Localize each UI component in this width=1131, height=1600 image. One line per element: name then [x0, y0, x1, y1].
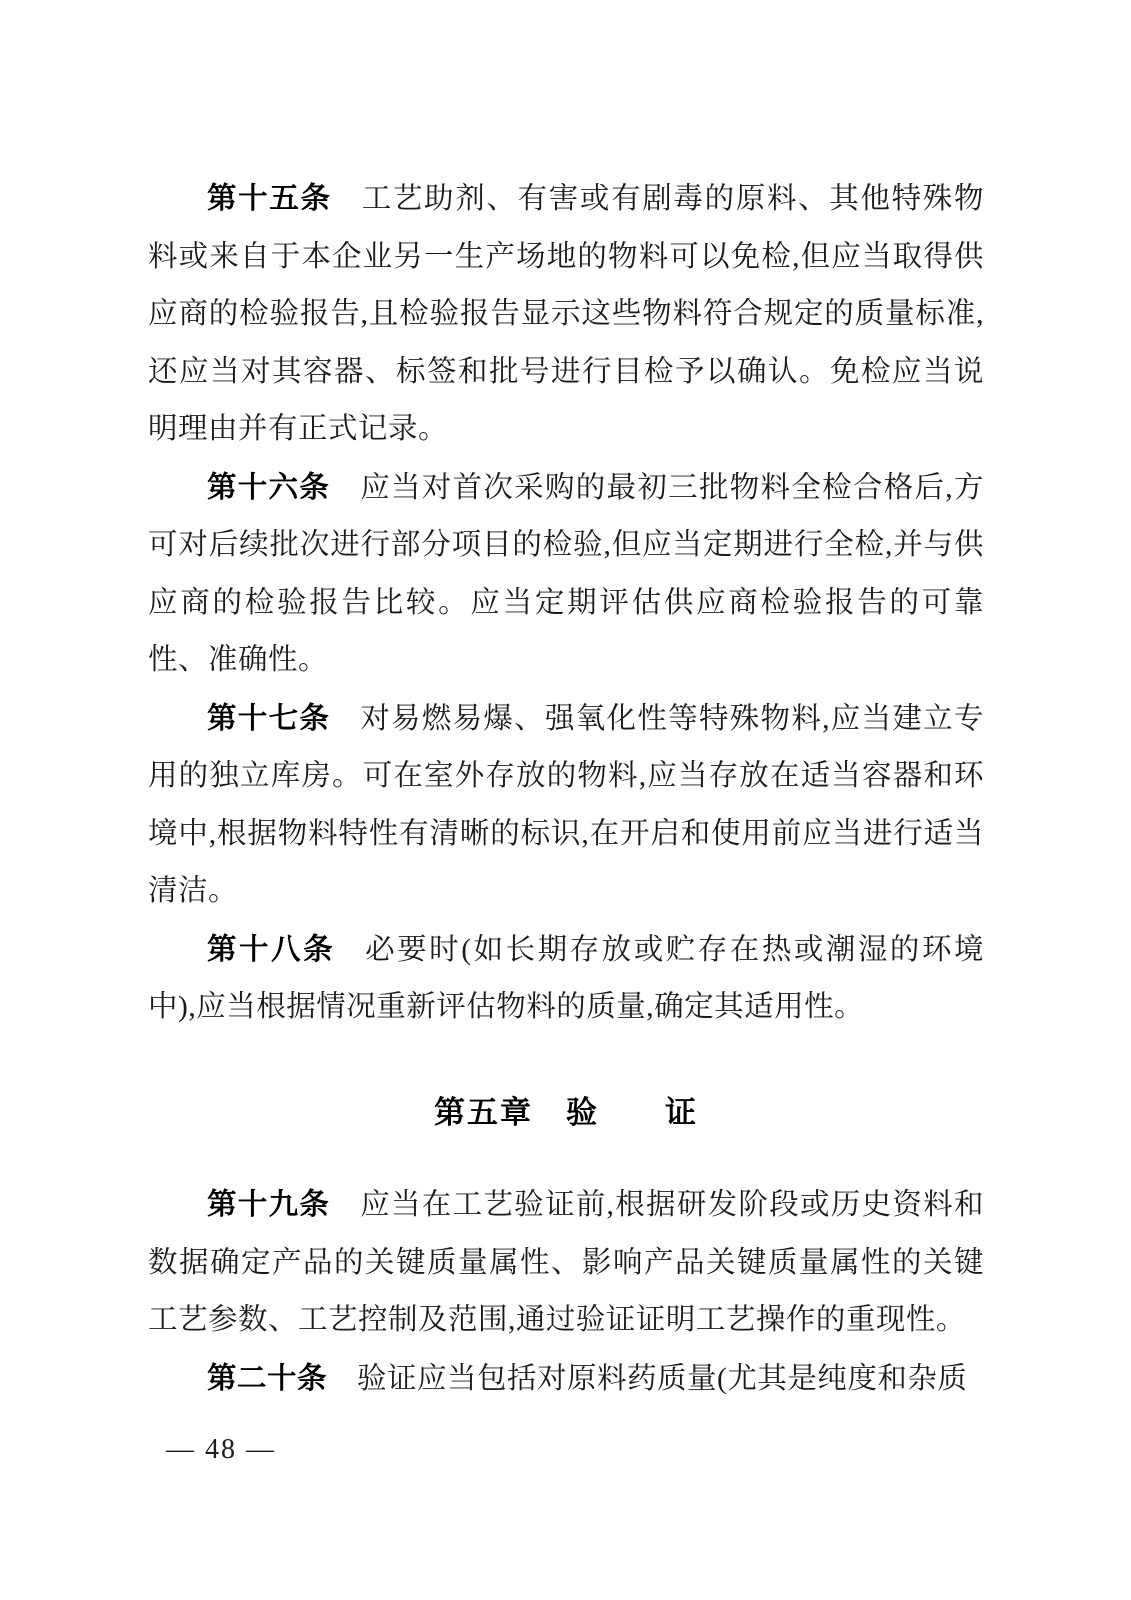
article-text-15: 工艺助剂、有害或有剧毒的原料、其他特殊物料或来自于本企业另一生产场地的物料可以免检,但应当取得供应商的检验报告,且检验报告显示这些物料符合规定的质量标准,还应当对其容器、标签和批号进行目检予以确认。免检应当说明理由并有正式记录。 [148, 183, 984, 445]
article-number-19: 第十九条 [207, 1188, 331, 1221]
article-text-18: 必要时(如长期存放或贮存在热或潮湿的环境中),应当根据情况重新评估物料的质量,确定其适用性。 [148, 933, 984, 1023]
article-text-16: 应当对首次采购的最初三批物料全检合格后,方可对后续批次进行部分项目的检验,但应当定期进行全检,并与供应商的检验报告比较。应当定期评估供应商检验报告的可靠性、准确性。 [148, 471, 984, 676]
article-paragraph-15 [148, 170, 984, 459]
article-paragraph-19 [148, 1176, 984, 1350]
article-number-18: 第十八条 [207, 932, 336, 966]
article-number-15: 第十五条 [207, 182, 332, 215]
article-text-20: 验证应当包括对原料药质量(尤其是纯度和杂质 [357, 1362, 968, 1395]
article-text-17: 对易燃易爆、强氧化性等特殊物料,应当建立专用的独立库房。可在室外存放的物料,应当存放在适当容器和环境中,根据物料特性有清晰的标识,在开启和使用前应当进行适当清洁。 [148, 702, 984, 907]
article-number-16: 第十六条 [207, 470, 331, 504]
article-text-19: 应当在工艺验证前,根据研发阶段或历史资料和数据确定产品的关键质量属性、影响产品关键质量属性的关键工艺参数、工艺控制及范围,通过验证证明工艺操作的重现性。 [148, 1189, 984, 1336]
page-number: — 48 — [166, 1434, 276, 1465]
chapter-heading: 第五章 验 证 [434, 1094, 698, 1130]
article-paragraph-18 [148, 921, 984, 1037]
article-number-17: 第十七条 [207, 701, 331, 735]
article-paragraph-20 [148, 1350, 984, 1409]
article-paragraph-17 [148, 690, 984, 921]
article-number-20: 第二十条 [207, 1361, 328, 1395]
document-body [148, 170, 984, 1408]
article-paragraph-16 [148, 459, 984, 690]
